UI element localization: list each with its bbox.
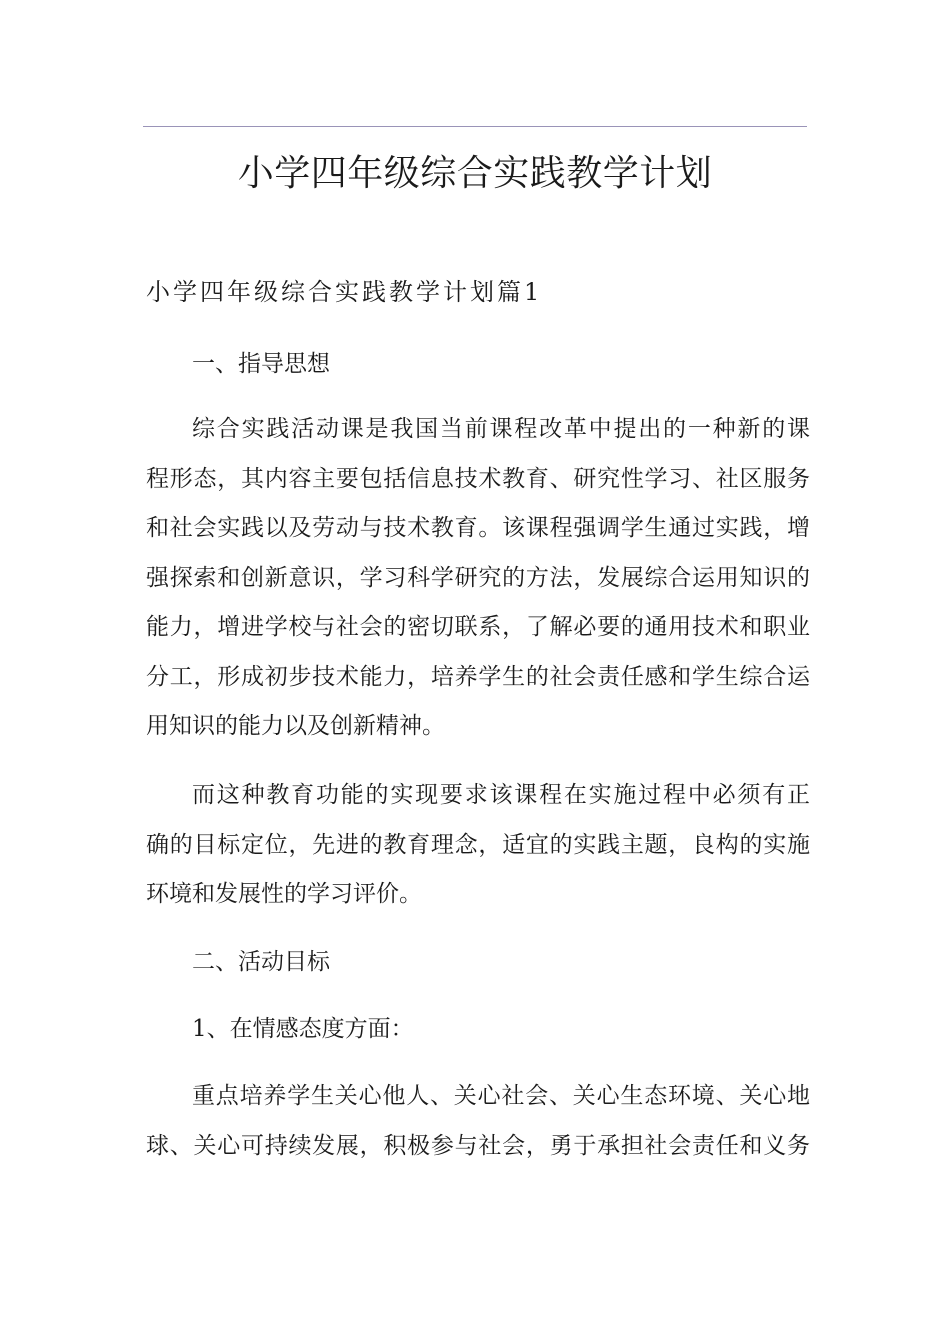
- paragraph-emotion-attitude: [146, 1072, 810, 1171]
- paragraph-education-function: [146, 771, 810, 920]
- paragraph-line: 环境和发展性的学习评价。: [146, 881, 422, 907]
- paragraph-line: 用知识的能力以及创新精神。: [146, 713, 445, 739]
- paragraph-line: 能力，增进学校与社会的密切联系，了解必要的通用技术和职业: [146, 614, 810, 640]
- paragraph-line: 和社会实践以及劳动与技术教育。该课程强调学生通过实践，增: [146, 515, 810, 541]
- paragraph-guiding-thought: [146, 405, 810, 752]
- paragraph-line: 重点培养学生关心他人、关心社会、关心生态环境、关心地: [192, 1083, 810, 1109]
- paragraph-line: 确的目标定位，先进的教育理念，适宜的实践主题，良构的实施: [146, 831, 810, 858]
- paragraph-line: 程形态，其内容主要包括信息技术教育、研究性学习、社区服务: [146, 465, 810, 492]
- heading-activity-goals: 二、活动目标: [192, 949, 330, 975]
- paragraph-line: 球、关心可持续发展，积极参与社会，勇于承担社会责任和义务: [146, 1132, 810, 1159]
- paragraph-line: 而这种教育功能的实现要求该课程在实施过程中必须有正: [192, 782, 810, 808]
- header-rule: [143, 126, 807, 127]
- paragraph-line: 分工，形成初步技术能力，培养学生的社会责任感和学生综合运: [146, 663, 810, 690]
- heading-guiding-thought: 一、指导思想: [192, 351, 330, 377]
- document-title: 小学四年级综合实践教学计划: [237, 153, 713, 194]
- paragraph-line: 综合实践活动课是我国当前课程改革中提出的一种新的课: [192, 416, 810, 442]
- paragraph-line: 强探索和创新意识，学习科学研究的方法，发展综合运用知识的: [146, 564, 810, 591]
- heading-emotion-attitude: 1、在情感态度方面：: [192, 1016, 414, 1042]
- section-heading: 小学四年级综合实践教学计划篇1: [146, 278, 543, 306]
